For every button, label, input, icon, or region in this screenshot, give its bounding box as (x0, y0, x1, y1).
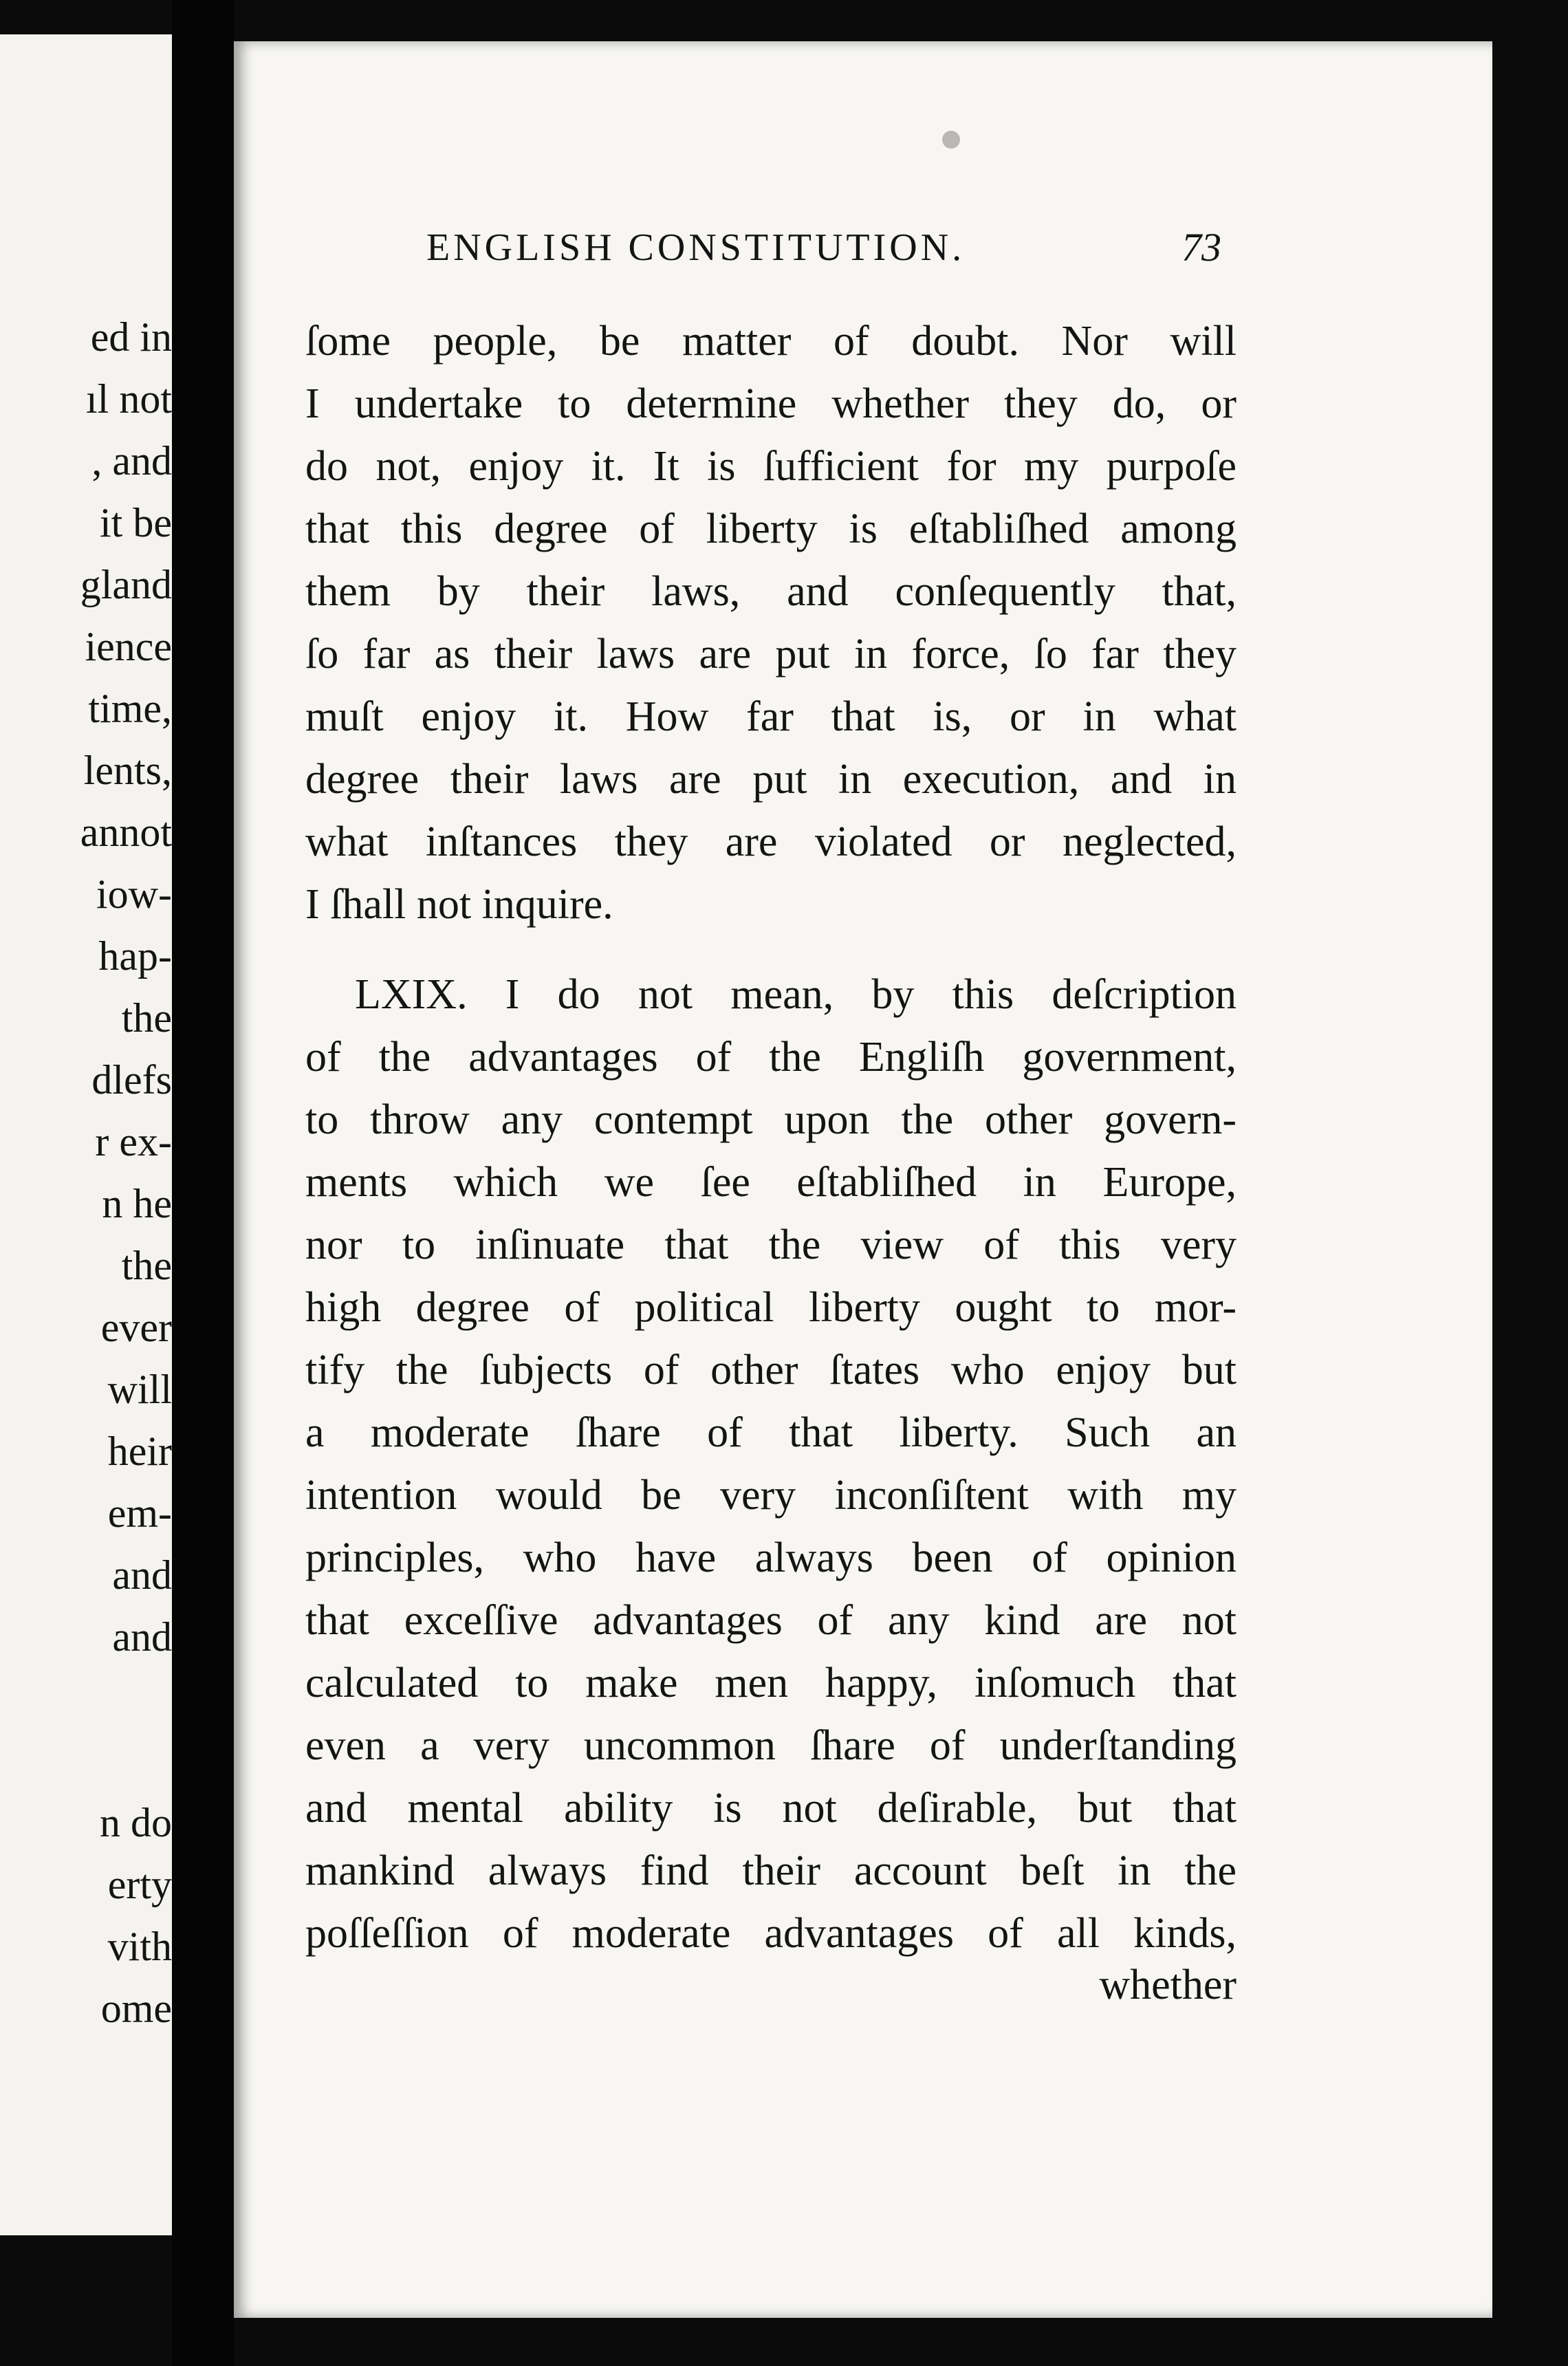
catchword: whether (1099, 1962, 1237, 2008)
section-start-line: LXIX. I do not mean, by this deſcription (355, 971, 1237, 1018)
text-line: high degree of political liberty ought to mor- (305, 1284, 1237, 1331)
text-line: ſo far as their laws are put in force, ſo far they (305, 631, 1237, 677)
left-line: r ex- (95, 1119, 172, 1164)
left-line: erty (107, 1862, 172, 1907)
text-line: poſſeſſion of moderate advantages of all kinds, (305, 1910, 1237, 1957)
text-line: tify the ſubjects of other ſtates who enjoy but (305, 1347, 1237, 1393)
ink-smudge (942, 131, 960, 149)
text-line: what inſtances they are violated or neglected, (305, 818, 1237, 865)
text-line: ſome people, be matter of doubt. Nor will (305, 318, 1237, 365)
text-line: I undertake to determine whether they do, or (305, 380, 1237, 427)
left-line: it be (100, 500, 172, 545)
text-line: nor to inſinuate that the view of this very (305, 1222, 1237, 1268)
left-line: and (112, 1614, 172, 1660)
text-line: to throw any contempt upon the other govern- (305, 1096, 1237, 1143)
left-line: ıl not (85, 376, 172, 422)
left-line: will (107, 1367, 172, 1412)
text-line: even a very uncommon ſhare of underſtanding (305, 1722, 1237, 1769)
text-line: degree their laws are put in execution, and in (305, 756, 1237, 803)
left-line: and (112, 1552, 172, 1598)
left-line: ever (100, 1305, 172, 1350)
left-line: ience (85, 624, 172, 669)
left-line: annot (80, 810, 172, 855)
text-line: ments which we ſee eſtabliſhed in Europe, (305, 1159, 1237, 1206)
left-line: heir (107, 1429, 172, 1474)
text-line: a moderate ſhare of that liberty. Such an (305, 1409, 1237, 1456)
left-line: the (121, 995, 172, 1041)
left-line: the (121, 1243, 172, 1288)
left-line: em- (107, 1490, 172, 1536)
text-line: that exceſſive advantages of any kind are not (305, 1597, 1237, 1644)
left-line: n he (102, 1181, 172, 1226)
text-line: and mental ability is not deſirable, but that (305, 1785, 1237, 1832)
left-line: iow- (96, 871, 172, 917)
left-line: gland (80, 562, 172, 607)
text-line: muſt enjoy it. How far that is, or in what (305, 693, 1237, 740)
left-line: n do (100, 1800, 172, 1845)
book-gutter (172, 0, 234, 2366)
left-line: ome (100, 1986, 172, 2031)
text-line: intention would be very inconſiſtent with my (305, 1472, 1237, 1519)
left-line: time, (88, 686, 172, 731)
left-line: lents, (83, 748, 172, 793)
text-line: principles, who have always been of opinion (305, 1534, 1237, 1581)
page-number: 73 (1182, 225, 1221, 270)
text-line: them by their laws, and conſequently that, (305, 568, 1237, 615)
text-line: calculated to make men happy, inſomuch that (305, 1660, 1237, 1706)
text-line: that this degree of liberty is eſtabliſhed among (305, 506, 1237, 552)
left-line: hap- (98, 933, 172, 979)
text-line: mankind always find their account beſt in the (305, 1847, 1237, 1894)
left-line: , and (91, 438, 172, 484)
text-line: I ſhall not inquire. (305, 881, 613, 928)
previous-page-fragment (0, 34, 177, 2235)
text-line: of the advantages of the Engliſh government, (305, 1034, 1237, 1081)
left-line: dlefs (91, 1057, 172, 1103)
running-head: ENGLISH CONSTITUTION. (426, 226, 966, 269)
left-line: ed in (90, 314, 172, 360)
text-line: do not, enjoy it. It is ſufficient for my purpoſe (305, 443, 1237, 490)
left-line: vith (107, 1924, 172, 1969)
